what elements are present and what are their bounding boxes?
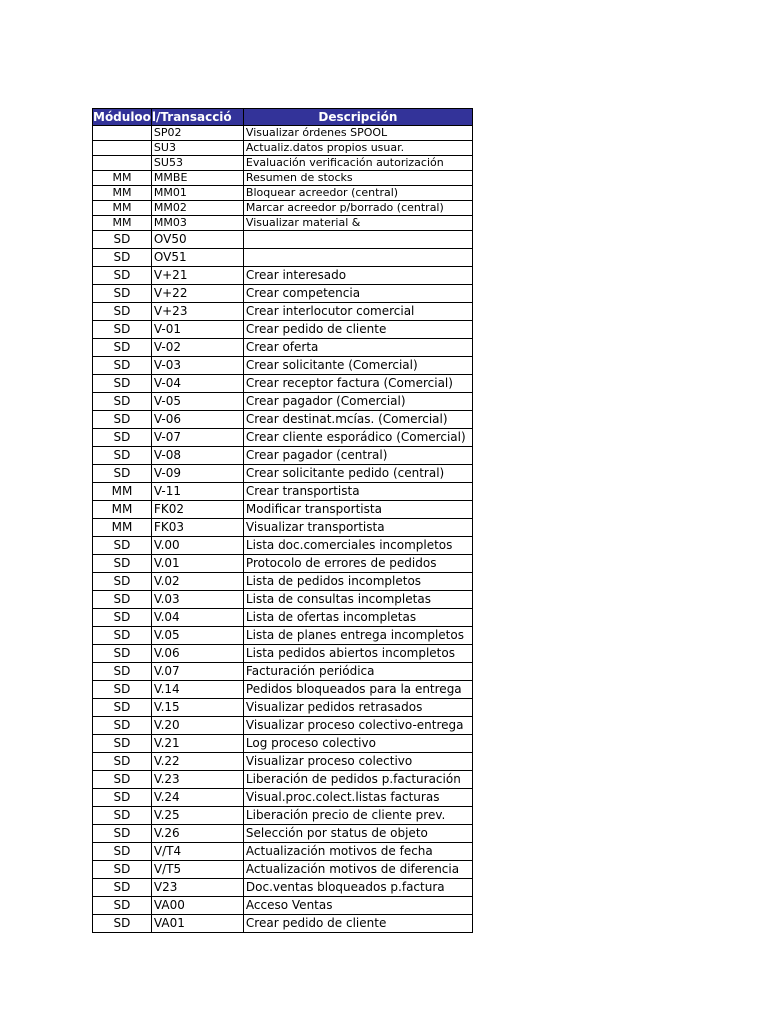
cell-descripcion[interactable] xyxy=(243,231,472,249)
table-row xyxy=(93,375,473,393)
table-row xyxy=(93,915,473,933)
cell-descripcion[interactable]: Crear oferta xyxy=(243,339,472,357)
transaction-table xyxy=(92,108,473,933)
cell-transaccion[interactable]: V-07 xyxy=(151,429,243,447)
cell-modulo[interactable]: SD xyxy=(93,825,152,843)
cell-modulo[interactable]: SD xyxy=(93,321,152,339)
cell-descripcion[interactable]: Visualizar material & xyxy=(243,216,472,231)
cell-descripcion[interactable]: Crear solicitante (Comercial) xyxy=(243,357,472,375)
cell-modulo[interactable]: SD xyxy=(93,249,152,267)
cell-descripcion[interactable]: Crear interesado xyxy=(243,267,472,285)
table-row xyxy=(93,807,473,825)
cell-modulo[interactable]: SD xyxy=(93,699,152,717)
cell-modulo[interactable]: SD xyxy=(93,771,152,789)
cell-modulo[interactable]: SD xyxy=(93,267,152,285)
cell-descripcion[interactable]: Crear pagador (central) xyxy=(243,447,472,465)
cell-descripcion[interactable]: Modificar transportista xyxy=(243,501,472,519)
table-row xyxy=(93,285,473,303)
cell-modulo[interactable]: SD xyxy=(93,231,152,249)
cell-transaccion[interactable]: V.25 xyxy=(151,807,243,825)
table-row xyxy=(93,609,473,627)
cell-descripcion[interactable]: Visualizar proceso colectivo xyxy=(243,753,472,771)
cell-modulo[interactable]: SD xyxy=(93,375,152,393)
cell-descripcion[interactable]: Crear cliente esporádico (Comercial) xyxy=(243,429,472,447)
cell-modulo[interactable]: SD xyxy=(93,591,152,609)
cell-modulo[interactable]: SD xyxy=(93,573,152,591)
cell-modulo[interactable]: SD xyxy=(93,663,152,681)
cell-descripcion[interactable]: Log proceso colectivo xyxy=(243,735,472,753)
cell-descripcion[interactable]: Crear transportista xyxy=(243,483,472,501)
cell-transaccion[interactable]: V-04 xyxy=(151,375,243,393)
cell-transaccion[interactable]: V.07 xyxy=(151,663,243,681)
cell-modulo[interactable]: SD xyxy=(93,897,152,915)
cell-modulo[interactable]: MM xyxy=(93,519,152,537)
cell-modulo[interactable]: SD xyxy=(93,861,152,879)
cell-transaccion[interactable]: V.23 xyxy=(151,771,243,789)
cell-modulo[interactable] xyxy=(93,126,152,141)
cell-transaccion[interactable]: V-06 xyxy=(151,411,243,429)
cell-descripcion[interactable]: Crear interlocutor comercial xyxy=(243,303,472,321)
cell-modulo[interactable]: SD xyxy=(93,681,152,699)
table-row xyxy=(93,216,473,231)
cell-descripcion[interactable]: Actualiz.datos propios usuar. xyxy=(243,141,472,156)
cell-transaccion[interactable]: V.05 xyxy=(151,627,243,645)
table-row xyxy=(93,267,473,285)
cell-modulo[interactable]: SD xyxy=(93,303,152,321)
cell-transaccion[interactable]: MMBE xyxy=(151,171,243,186)
table-row xyxy=(93,627,473,645)
cell-modulo[interactable]: SD xyxy=(93,879,152,897)
cell-modulo[interactable]: MM xyxy=(93,216,152,231)
cell-transaccion[interactable]: V-03 xyxy=(151,357,243,375)
cell-transaccion[interactable]: OV50 xyxy=(151,231,243,249)
cell-transaccion[interactable]: V+21 xyxy=(151,267,243,285)
cell-descripcion[interactable]: Evaluación verificación autorización xyxy=(243,156,472,171)
cell-transaccion[interactable]: FK03 xyxy=(151,519,243,537)
cell-descripcion[interactable]: Crear receptor factura (Comercial) xyxy=(243,375,472,393)
cell-transaccion[interactable]: V-09 xyxy=(151,465,243,483)
cell-transaccion[interactable]: VA00 xyxy=(151,897,243,915)
cell-descripcion[interactable]: Doc.ventas bloqueados p.factura xyxy=(243,879,472,897)
cell-transaccion[interactable]: V-01 xyxy=(151,321,243,339)
cell-modulo[interactable]: MM xyxy=(93,171,152,186)
table-row xyxy=(93,753,473,771)
cell-modulo[interactable]: SD xyxy=(93,393,152,411)
table-row xyxy=(93,735,473,753)
header-modulo[interactable]: Móduloo xyxy=(93,110,151,124)
cell-modulo[interactable]: MM xyxy=(93,186,152,201)
cell-transaccion[interactable]: MM02 xyxy=(151,201,243,216)
table-row xyxy=(93,156,473,171)
cell-descripcion[interactable] xyxy=(243,249,472,267)
table-row xyxy=(93,519,473,537)
cell-modulo[interactable]: SD xyxy=(93,789,152,807)
table-row xyxy=(93,537,473,555)
cell-transaccion[interactable]: V-02 xyxy=(151,339,243,357)
cell-descripcion[interactable]: Lista doc.comerciales incompletos xyxy=(243,537,472,555)
table-row xyxy=(93,555,473,573)
cell-transaccion[interactable]: V.21 xyxy=(151,735,243,753)
cell-transaccion[interactable]: V.00 xyxy=(151,537,243,555)
table-row xyxy=(93,645,473,663)
cell-modulo[interactable]: SD xyxy=(93,357,152,375)
cell-modulo[interactable] xyxy=(93,156,152,171)
cell-modulo[interactable]: MM xyxy=(93,501,152,519)
cell-transaccion[interactable]: V.14 xyxy=(151,681,243,699)
table-row xyxy=(93,171,473,186)
table-row xyxy=(93,699,473,717)
cell-descripcion[interactable]: Visualizar transportista xyxy=(243,519,472,537)
cell-descripcion[interactable]: Lista de consultas incompletas xyxy=(243,591,472,609)
table-row xyxy=(93,321,473,339)
cell-transaccion[interactable]: V.22 xyxy=(151,753,243,771)
table-row xyxy=(93,429,473,447)
cell-transaccion[interactable]: V.26 xyxy=(151,825,243,843)
cell-transaccion[interactable]: FK02 xyxy=(151,501,243,519)
cell-modulo[interactable]: SD xyxy=(93,735,152,753)
cell-descripcion[interactable]: Bloquear acreedor (central) xyxy=(243,186,472,201)
header-descripcion[interactable]: Descripción xyxy=(243,109,472,126)
table-row xyxy=(93,663,473,681)
cell-modulo[interactable]: SD xyxy=(93,537,152,555)
cell-modulo[interactable]: MM xyxy=(93,201,152,216)
cell-modulo[interactable]: SD xyxy=(93,717,152,735)
cell-transaccion[interactable]: VA01 xyxy=(151,915,243,933)
cell-transaccion[interactable]: V.24 xyxy=(151,789,243,807)
cell-descripcion[interactable]: Pedidos bloqueados para la entrega xyxy=(243,681,472,699)
cell-modulo[interactable]: SD xyxy=(93,285,152,303)
table-row xyxy=(93,879,473,897)
cell-modulo[interactable]: MM xyxy=(93,483,152,501)
cell-transaccion[interactable]: V+23 xyxy=(151,303,243,321)
cell-transaccion[interactable]: V.06 xyxy=(151,645,243,663)
table-row xyxy=(93,447,473,465)
cell-transaccion[interactable]: V-08 xyxy=(151,447,243,465)
cell-descripcion[interactable]: Crear pagador (Comercial) xyxy=(243,393,472,411)
table-row xyxy=(93,393,473,411)
cell-descripcion[interactable]: Visualizar pedidos retrasados xyxy=(243,699,472,717)
header-row xyxy=(93,109,473,126)
cell-transaccion[interactable]: V+22 xyxy=(151,285,243,303)
cell-descripcion[interactable]: Resumen de stocks xyxy=(243,171,472,186)
cell-transaccion[interactable]: V.04 xyxy=(151,609,243,627)
table-row xyxy=(93,573,473,591)
cell-modulo[interactable]: SD xyxy=(93,429,152,447)
cell-transaccion[interactable]: V/T4 xyxy=(151,843,243,861)
cell-modulo[interactable]: SD xyxy=(93,753,152,771)
table-row xyxy=(93,825,473,843)
cell-descripcion[interactable]: Visual.proc.colect.listas facturas xyxy=(243,789,472,807)
cell-descripcion[interactable]: Lista pedidos abiertos incompletos xyxy=(243,645,472,663)
cell-modulo[interactable]: SD xyxy=(93,447,152,465)
cell-descripcion[interactable]: Selección por status de objeto xyxy=(243,825,472,843)
table-row xyxy=(93,339,473,357)
cell-modulo[interactable]: SD xyxy=(93,465,152,483)
cell-transaccion[interactable]: V-11 xyxy=(151,483,243,501)
cell-modulo[interactable]: SD xyxy=(93,843,152,861)
table-row xyxy=(93,186,473,201)
cell-descripcion[interactable]: Visualizar órdenes SPOOL xyxy=(243,126,472,141)
table-row xyxy=(93,897,473,915)
cell-transaccion[interactable]: V/T5 xyxy=(151,861,243,879)
header-transaccion[interactable]: l/Transacció xyxy=(151,109,243,126)
cell-descripcion[interactable]: Acceso Ventas xyxy=(243,897,472,915)
cell-descripcion[interactable]: Actualización motivos de fecha xyxy=(243,843,472,861)
cell-transaccion[interactable]: V-05 xyxy=(151,393,243,411)
cell-descripcion[interactable]: Liberación precio de cliente prev. xyxy=(243,807,472,825)
table-row xyxy=(93,771,473,789)
cell-modulo[interactable]: SD xyxy=(93,645,152,663)
table-row xyxy=(93,717,473,735)
cell-transaccion[interactable]: MM03 xyxy=(151,216,243,231)
cell-descripcion[interactable]: Marcar acreedor p/borrado (central) xyxy=(243,201,472,216)
table-row xyxy=(93,249,473,267)
cell-modulo[interactable] xyxy=(93,141,152,156)
cell-modulo[interactable]: SD xyxy=(93,609,152,627)
cell-transaccion[interactable]: MM01 xyxy=(151,186,243,201)
cell-transaccion[interactable]: V.15 xyxy=(151,699,243,717)
table-row xyxy=(93,789,473,807)
cell-transaccion[interactable]: V23 xyxy=(151,879,243,897)
cell-transaccion[interactable]: V.03 xyxy=(151,591,243,609)
cell-descripcion[interactable]: Crear competencia xyxy=(243,285,472,303)
cell-descripcion[interactable]: Visualizar proceso colectivo-entrega xyxy=(243,717,472,735)
cell-descripcion[interactable]: Lista de planes entrega incompletos xyxy=(243,627,472,645)
cell-modulo[interactable]: SD xyxy=(93,627,152,645)
table-row xyxy=(93,141,473,156)
cell-transaccion[interactable]: SU3 xyxy=(151,141,243,156)
cell-modulo[interactable]: SD xyxy=(93,555,152,573)
table-row xyxy=(93,501,473,519)
cell-descripcion[interactable]: Crear pedido de cliente xyxy=(243,915,472,933)
cell-descripcion[interactable]: Lista de pedidos incompletos xyxy=(243,573,472,591)
cell-transaccion[interactable]: V.20 xyxy=(151,717,243,735)
cell-modulo[interactable]: SD xyxy=(93,339,152,357)
table-row xyxy=(93,681,473,699)
table-row xyxy=(93,843,473,861)
cell-descripcion[interactable]: Crear pedido de cliente xyxy=(243,321,472,339)
cell-descripcion[interactable]: Protocolo de errores de pedidos xyxy=(243,555,472,573)
cell-transaccion[interactable]: V.02 xyxy=(151,573,243,591)
cell-transaccion[interactable]: SU53 xyxy=(151,156,243,171)
table-row xyxy=(93,201,473,216)
cell-descripcion[interactable]: Lista de ofertas incompletas xyxy=(243,609,472,627)
cell-transaccion[interactable]: OV51 xyxy=(151,249,243,267)
cell-transaccion[interactable]: SP02 xyxy=(151,126,243,141)
table-row xyxy=(93,231,473,249)
cell-descripcion[interactable]: Crear solicitante pedido (central) xyxy=(243,465,472,483)
cell-modulo[interactable]: SD xyxy=(93,411,152,429)
table-row xyxy=(93,861,473,879)
cell-descripcion[interactable]: Facturación periódica xyxy=(243,663,472,681)
table-row xyxy=(93,411,473,429)
cell-descripcion[interactable]: Crear destinat.mcías. (Comercial) xyxy=(243,411,472,429)
table-row xyxy=(93,465,473,483)
cell-descripcion[interactable]: Actualización motivos de diferencia xyxy=(243,861,472,879)
table-row xyxy=(93,126,473,141)
cell-modulo[interactable]: SD xyxy=(93,807,152,825)
table-row xyxy=(93,591,473,609)
cell-transaccion[interactable]: V.01 xyxy=(151,555,243,573)
table-row xyxy=(93,483,473,501)
table-row xyxy=(93,357,473,375)
cell-modulo[interactable]: SD xyxy=(93,915,152,933)
table-row xyxy=(93,303,473,321)
cell-descripcion[interactable]: Liberación de pedidos p.facturación xyxy=(243,771,472,789)
